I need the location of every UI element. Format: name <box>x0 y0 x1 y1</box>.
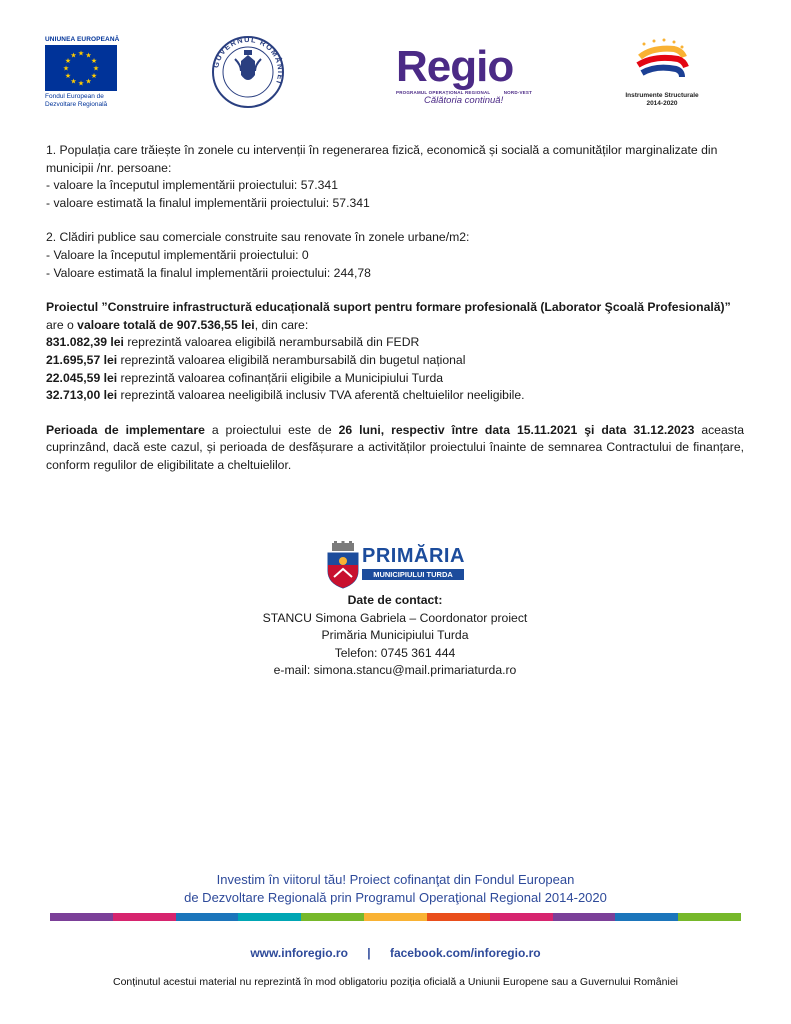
primaria-turda-logo <box>326 541 466 591</box>
instrumente-structurale-icon <box>612 35 712 91</box>
instrumente-label-line2: 2014-2020 <box>646 100 678 107</box>
breakdown-item <box>46 370 744 388</box>
eu-flag-icon <box>45 45 117 91</box>
project-total-post: , din care: <box>254 317 309 332</box>
eu-fund-line2: Dezvoltare Regională <box>45 100 108 108</box>
breakdown-amount: 831.082,39 lei <box>46 335 124 350</box>
eu-star-icon: ★ <box>62 65 70 73</box>
project-name: Proiectul ”Construire infrastructură educațională suport pentru formare profesională (Laborator Şcoală Profesională)” <box>46 300 731 315</box>
government-seal-icon <box>211 35 285 109</box>
color-bar-segment <box>113 913 176 921</box>
link-separator: | <box>367 946 371 960</box>
primaria-subtitle: MUNICIPIULUI TURDA <box>362 569 464 580</box>
eu-star-icon: ★ <box>77 50 85 58</box>
period-rest: aceasta cuprinzând, dacă este cazul, și perioada de desfășurare a activităților proiectului înainte de semnarea Contractului de finanțare, conform regulilor de eligibilitate a cheltuielilor. <box>46 422 744 472</box>
breakdown-item <box>46 387 744 405</box>
indicator2-end: - Valoare estimată la finalul implementării proiectului: 244,78 <box>46 265 371 280</box>
indicator2-title: 2. Clădiri publice sau comerciale construite sau renovate în zonele urbane/m2: <box>46 230 470 245</box>
breakdown-text: reprezintă valoarea neeligibilă inclusiv TVA aferentă cheltuielilor neeligibile. <box>117 388 525 403</box>
eu-star-icon: ★ <box>64 58 72 65</box>
regio-program-name: PROGRAMUL OPERAȚIONAL REGIONAL <box>396 90 491 95</box>
project-total-value: valoare totală de 907.536,55 lei <box>77 317 255 332</box>
contact-phone: Telefon: 0745 361 444 <box>334 645 456 660</box>
government-ring-text: GUVERNUL ROMÂNIEI <box>211 35 285 86</box>
eu-title: UNIUNEA EUROPEANĂ <box>45 36 120 43</box>
inforegio-link[interactable]: www.inforegio.ro <box>250 946 348 960</box>
eu-star-icon: ★ <box>77 80 85 88</box>
indicator2-start: - Valoare la începutul implementării proiectului: 0 <box>46 247 309 262</box>
footer-links <box>0 946 791 960</box>
color-bar-segment <box>364 913 427 921</box>
color-bar-segment <box>427 913 490 921</box>
project-total <box>46 317 744 335</box>
regio-logo <box>396 42 546 106</box>
footer-slogan <box>100 871 691 907</box>
instrumente-label-line1: Instrumente Structurale <box>625 92 699 99</box>
header-logos <box>0 30 791 115</box>
breakdown-text: reprezintă valoarea eligibilă nerambursabilă din bugetul național <box>117 352 466 367</box>
eu-logo <box>45 36 125 108</box>
regio-wordmark: Regio <box>396 42 514 91</box>
color-bar-segment <box>50 913 113 921</box>
eu-star-icon: ★ <box>64 73 72 80</box>
color-bar-segment <box>678 913 741 921</box>
facebook-link[interactable]: facebook.com/inforegio.ro <box>389 946 541 960</box>
indicator1-start: - valoare la începutul implementării proiectului: 57.341 <box>46 178 338 193</box>
footer-color-bar <box>50 913 741 921</box>
color-bar-segment <box>176 913 239 921</box>
project-total-pre: are o <box>46 317 78 332</box>
eu-star-icon: ★ <box>90 73 98 80</box>
contact-email: e-mail: simona.stancu@mail.primariaturda.ro <box>273 663 517 678</box>
indicator1-end: - valoare estimată la finalul implementării proiectului: 57.341 <box>46 195 370 210</box>
period-label: Perioada de implementare <box>46 422 205 437</box>
contact-person: STANCU Simona Gabriela – Coordonator proiect <box>262 610 528 625</box>
breakdown-amount: 22.045,59 lei <box>46 370 118 385</box>
eu-star-icon: ★ <box>70 78 77 86</box>
footer-disclaimer: Conținutul acestui material nu reprezintă în mod obligatoriu poziția oficială a Uniunii Europene sau a Guvernului României <box>113 976 678 988</box>
contact-heading: Date de contact: <box>347 593 443 607</box>
period-mid: a proiectului este de <box>204 422 339 437</box>
contact-block <box>180 592 610 680</box>
regio-region: NORD-VEST <box>503 90 533 95</box>
eu-star-icon: ★ <box>90 58 98 65</box>
color-bar-segment <box>615 913 678 921</box>
contact-institution: Primăria Municipiului Turda <box>321 628 469 643</box>
breakdown-text: reprezintă valoarea eligibilă nerambursabilă din FEDR <box>123 335 420 350</box>
eu-star-icon: ★ <box>85 52 92 60</box>
slogan-line1: Investim în viitorul tău! Proiect cofinanţat din Fondul European <box>216 872 575 887</box>
breakdown-amount: 21.695,57 lei <box>46 352 118 367</box>
instrumente-label <box>612 92 712 108</box>
breakdown-item <box>46 334 744 352</box>
color-bar-segment <box>490 913 553 921</box>
breakdown-amount: 32.713,00 lei <box>46 388 118 403</box>
indicator1-title: 1. Populația care trăiește în zonele cu intervenții în regenerarea fizică, economică și socială a comunităților marginalizate din municipii /nr. persoane: <box>46 143 718 175</box>
slogan-line2: de Dezvoltare Regională prin Programul Operaţional Regional 2014-2020 <box>184 890 607 905</box>
eu-star-icon: ★ <box>92 65 100 73</box>
eu-fund-name <box>45 93 125 108</box>
regio-tagline: Călătoria continuă! <box>424 95 504 106</box>
period-duration: 26 luni, respectiv între data 15.11.2021 şi data 31.12.2023 <box>338 422 695 437</box>
eu-star-icon: ★ <box>70 52 77 60</box>
breakdown-item <box>46 352 744 370</box>
primaria-title: PRIMĂRIA <box>362 545 465 567</box>
turda-coat-of-arms-icon <box>326 541 360 589</box>
document-body <box>46 142 744 475</box>
breakdown-text: reprezintă valoarea cofinanțării eligibile a Municipiului Turda <box>117 370 444 385</box>
eu-star-icon: ★ <box>85 78 92 86</box>
color-bar-segment <box>553 913 616 921</box>
eu-fund-line1: Fondul European de <box>45 93 104 100</box>
color-bar-segment <box>301 913 364 921</box>
instrumente-structurale-logo <box>612 35 712 115</box>
color-bar-segment <box>238 913 301 921</box>
implementation-period <box>46 422 744 475</box>
